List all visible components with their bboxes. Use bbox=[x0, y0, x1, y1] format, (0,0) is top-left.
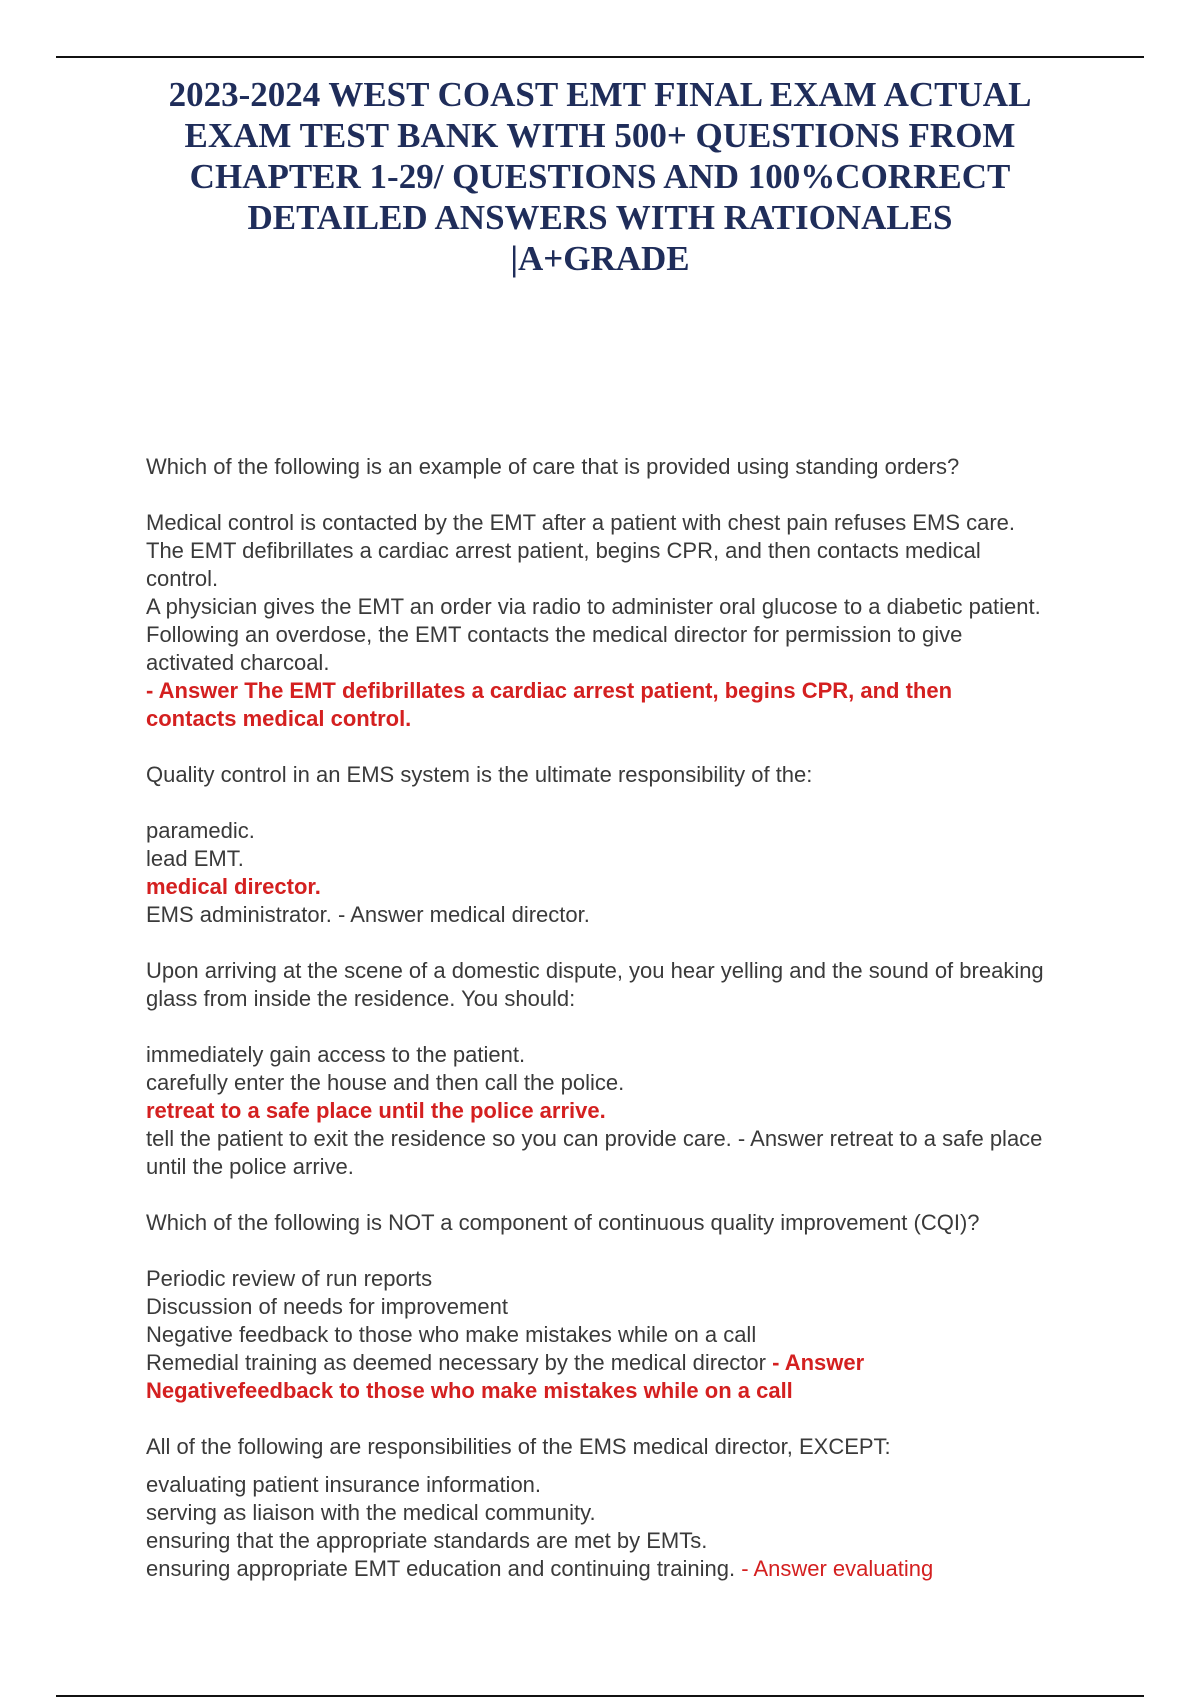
option-with-answer bbox=[146, 1125, 1046, 1181]
option: A physician gives the EMT an order via radio to administer oral glucose to a diabetic patient. bbox=[146, 594, 1041, 619]
document-title bbox=[100, 74, 1100, 279]
title-line: DETAILED ANSWERS WITH RATIONALES bbox=[247, 198, 953, 237]
question-list bbox=[146, 453, 1046, 1583]
bottom-rule bbox=[56, 1695, 1144, 1697]
option: paramedic. bbox=[146, 818, 255, 843]
question-block bbox=[146, 1209, 1046, 1405]
answer-text: - Answer evaluating bbox=[741, 1556, 934, 1581]
option-with-answer bbox=[146, 1349, 1046, 1405]
option: The EMT defibrillates a cardiac arrest patient, begins CPR, and then contacts medical control. bbox=[146, 538, 981, 591]
option-with-answer bbox=[146, 1555, 1046, 1583]
option: immediately gain access to the patient. bbox=[146, 1042, 526, 1067]
question-block bbox=[146, 957, 1046, 1181]
answer-text: - Answer The EMT defibrillates a cardiac arrest patient, begins CPR, and then contacts medical control. bbox=[146, 678, 953, 731]
question-text: Which of the following is NOT a component of continuous quality improvement (CQI)? bbox=[146, 1210, 980, 1235]
question-text: Which of the following is an example of care that is provided using standing orders? bbox=[146, 454, 960, 479]
option: Periodic review of run reports bbox=[146, 1266, 433, 1291]
option: evaluating patient insurance information. bbox=[146, 1472, 542, 1497]
question-block bbox=[146, 761, 1046, 929]
option: ensuring appropriate EMT education and continuing training. bbox=[146, 1556, 736, 1581]
option: Remedial training as deemed necessary by the medical director bbox=[146, 1350, 766, 1375]
option: EMS administrator. bbox=[146, 902, 332, 927]
title-line: 2023-2024 WEST COAST EMT FINAL EXAM ACTUAL bbox=[168, 75, 1032, 114]
option: serving as liaison with the medical community. bbox=[146, 1500, 596, 1525]
answer-text: - Answer retreat to a safe place until the police arrive. bbox=[146, 1126, 1043, 1179]
option-correct: retreat to a safe place until the police arrive. bbox=[146, 1098, 606, 1123]
option: tell the patient to exit the residence so you can provide care. bbox=[146, 1126, 732, 1151]
title-line: |A+GRADE bbox=[510, 239, 690, 278]
option-correct: medical director. bbox=[146, 874, 321, 899]
answer-text: - Answer Negativefeedback to those who make mistakes while on a call bbox=[146, 1350, 865, 1403]
option: lead EMT. bbox=[146, 846, 244, 871]
title-line: CHAPTER 1-29/ QUESTIONS AND 100%CORRECT bbox=[189, 157, 1011, 196]
option: carefully enter the house and then call the police. bbox=[146, 1070, 625, 1095]
option: Medical control is contacted by the EMT after a patient with chest pain refuses EMS care. bbox=[146, 510, 1016, 535]
question-text: Quality control in an EMS system is the ultimate responsibility of the: bbox=[146, 762, 813, 787]
question-text: Upon arriving at the scene of a domestic dispute, you hear yelling and the sound of breaking glass from inside the residence. You should: bbox=[146, 958, 1044, 1011]
option-with-answer bbox=[146, 901, 1046, 929]
top-rule bbox=[56, 56, 1144, 58]
question-block bbox=[146, 453, 1046, 733]
question-block bbox=[146, 1433, 1046, 1583]
answer-text: - Answer medical director. bbox=[337, 902, 590, 927]
option: Following an overdose, the EMT contacts the medical director for permission to give activated charcoal. bbox=[146, 622, 963, 675]
title-line: EXAM TEST BANK WITH 500+ QUESTIONS FROM bbox=[184, 116, 1016, 155]
option: Negative feedback to those who make mistakes while on a call bbox=[146, 1322, 757, 1347]
question-text: All of the following are responsibilities of the EMS medical director, EXCEPT: bbox=[146, 1434, 891, 1459]
option: ensuring that the appropriate standards are met by EMTs. bbox=[146, 1528, 708, 1553]
option: Discussion of needs for improvement bbox=[146, 1294, 508, 1319]
